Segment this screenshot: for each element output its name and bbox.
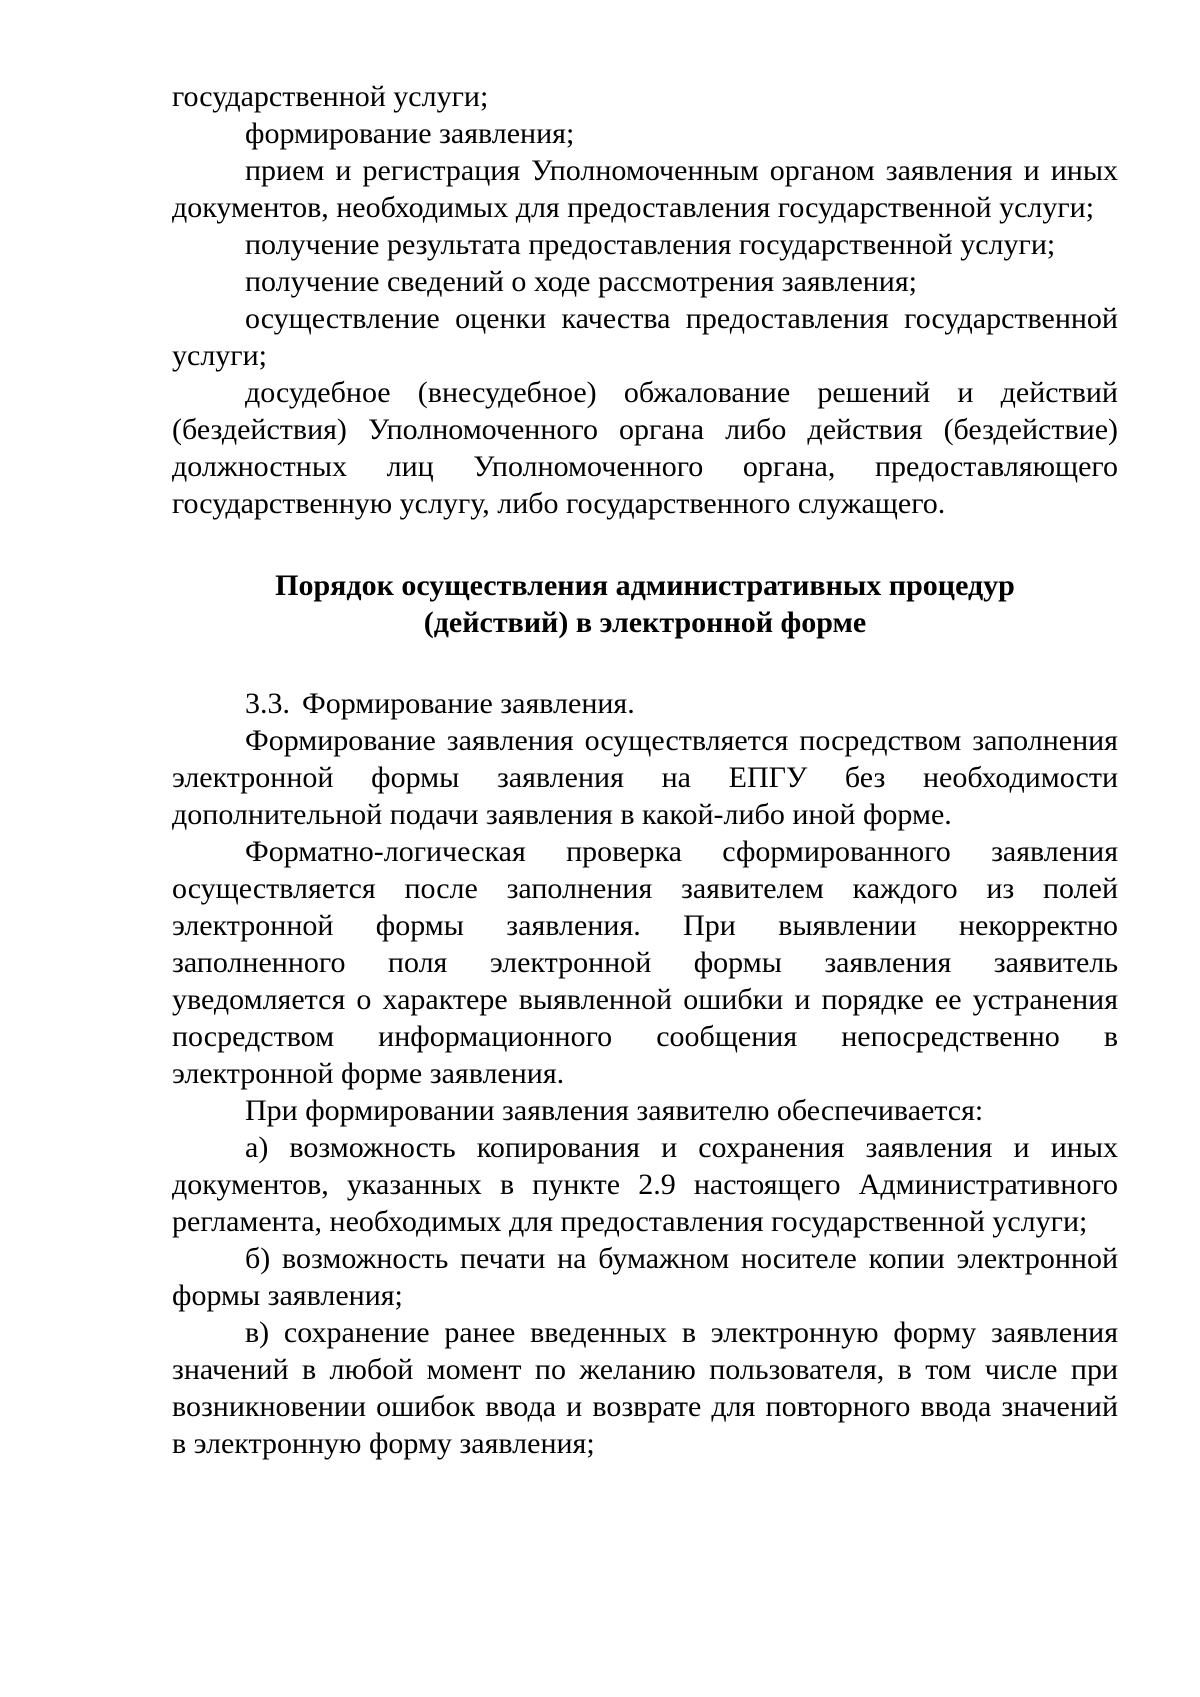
paragraph: Формирование заявления осуществляется посредством заполнения электронной формы заявления на ЕПГУ без необходимости дополнительной подачи заявления в какой-либо иной форме. [172, 724, 1118, 831]
section-heading [172, 567, 1118, 641]
paragraph: в) сохранение ранее введенных в электронную форму заявления значений в любой момент по желанию пользователя, в том числе при возникновении ошибок ввода и возврате для повторного ввода значений в электронную форму заявления; [172, 1316, 1118, 1460]
heading-line-1: Порядок осуществления административных процедур [275, 569, 1015, 602]
section-number: 3.3. [245, 687, 290, 720]
paragraph: б) возможность печати на бумажном носителе копии электронной формы заявления; [172, 1242, 1118, 1312]
paragraph: получение сведений о ходе рассмотрения заявления; [245, 265, 917, 298]
paragraph: получение результата предоставления государственной услуги; [245, 228, 1056, 261]
paragraph: При формировании заявления заявителю обеспечивается: [245, 1094, 984, 1127]
document-page [172, 78, 1118, 1462]
paragraph: прием и регистрация Уполномоченным органом заявления и иных документов, необходимых для предоставления государственной услуги; [172, 154, 1118, 224]
section-title [172, 685, 1118, 722]
heading-line-2: (действий) в электронной форме [423, 606, 867, 639]
paragraph: а) возможность копирования и сохранения заявления и иных документов, указанных в пункте 2.9 настоящего Административного регламента, необходимых для предоставления государственной услуги; [172, 1131, 1118, 1238]
paragraphs-top [172, 78, 1118, 522]
paragraphs-bottom [172, 722, 1118, 1462]
section-title-text: Формирование заявления. [302, 687, 635, 720]
paragraph: досудебное (внесудебное) обжалование решений и действий (бездействия) Уполномоченного органа либо действия (бездействие) должностных лиц Уполномоченного органа, предоставляющего государственную услугу, либо государственного служащего. [172, 376, 1118, 520]
paragraph: формирование заявления; [245, 117, 575, 150]
paragraph: государственной услуги; [172, 80, 489, 113]
paragraph: Форматно-логическая проверка сформированного заявления осуществляется после заполнения заявителем каждого из полей электронной формы заявления. При выявлении некорректно заполненного поля электронной формы заявления заявитель уведомляется о характере выявленной ошибки и порядке ее устранения посредством информационного сообщения непосредственно в электронной форме заявления. [172, 835, 1118, 1090]
paragraph: осуществление оценки качества предоставления государственной услуги; [172, 302, 1118, 372]
